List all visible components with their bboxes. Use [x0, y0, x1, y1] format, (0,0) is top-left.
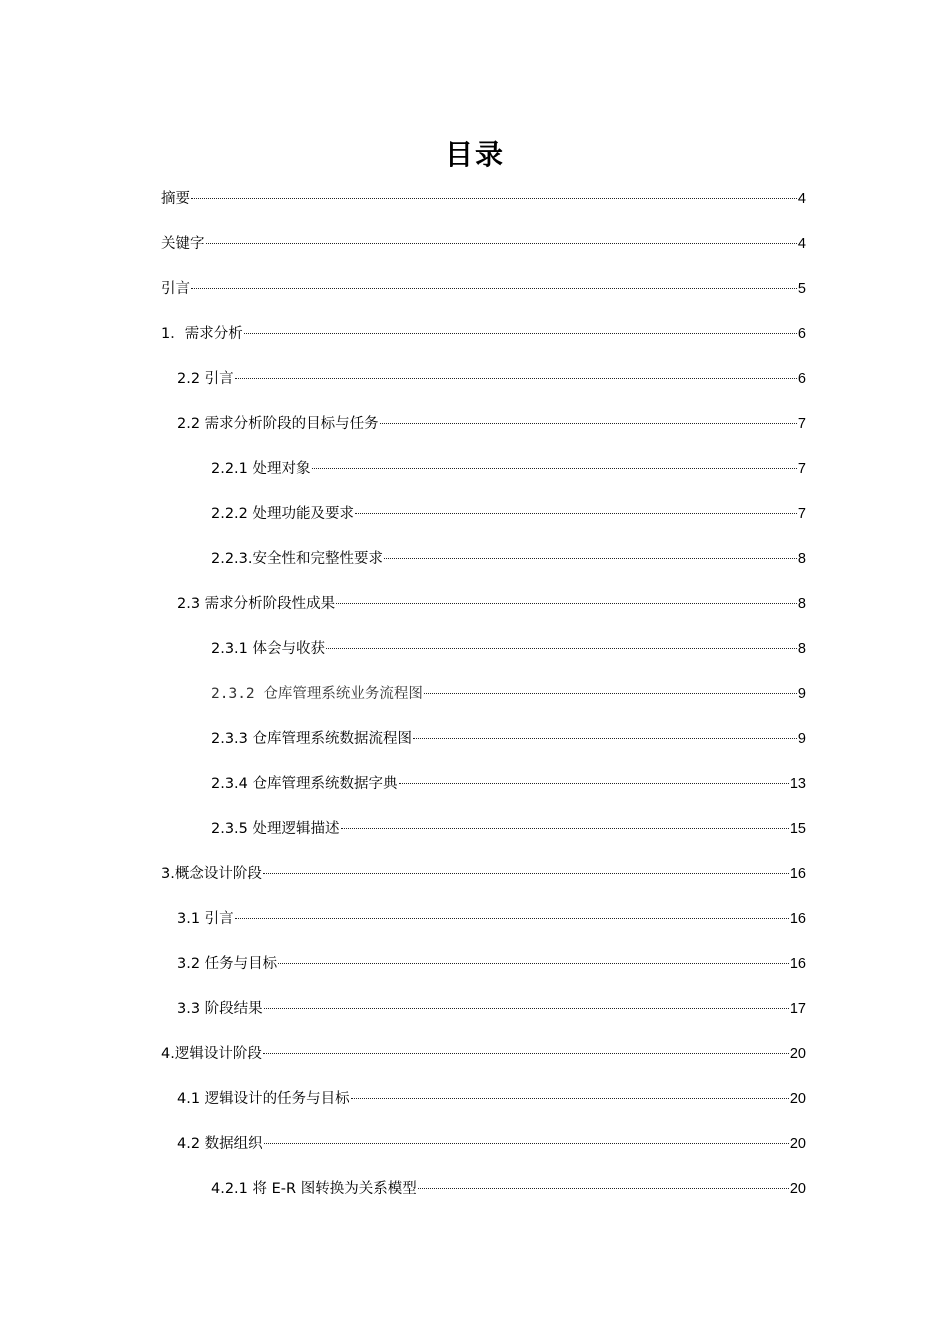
toc-page-number: 5	[797, 281, 806, 297]
toc-entry-text: 2.2.1 处理对象	[211, 461, 311, 477]
toc-entry-text: 1．需求分析	[161, 326, 243, 342]
toc-leader	[278, 951, 789, 964]
toc-entry-text: 2.2.3.安全性和完整性要求	[211, 551, 384, 567]
toc-entry[interactable]	[161, 591, 806, 636]
toc-page-number: 20	[789, 1046, 806, 1062]
toc-entry[interactable]	[161, 231, 806, 276]
toc-page-number: 16	[789, 866, 806, 882]
toc-leader	[336, 591, 797, 604]
toc-leader	[235, 366, 797, 379]
toc-leader	[312, 456, 797, 469]
toc-page-number: 15	[789, 821, 806, 837]
toc-entry[interactable]	[161, 681, 806, 726]
toc-entry[interactable]	[161, 951, 806, 996]
toc-entry[interactable]	[161, 906, 806, 951]
toc-entry-text: 2.3.3 仓库管理系统数据流程图	[211, 731, 413, 747]
toc-entry-text: 2.2 需求分析阶段的目标与任务	[177, 416, 379, 432]
toc-entry-text: 关键字	[161, 236, 205, 252]
toc-entry-text: 2.3.4 仓库管理系统数据字典	[211, 776, 398, 792]
toc-page-number: 7	[797, 416, 806, 432]
toc-page-number: 6	[797, 326, 806, 342]
toc-page-number: 16	[789, 956, 806, 972]
toc-entry[interactable]	[161, 1086, 806, 1131]
toc-entry[interactable]	[161, 411, 806, 456]
toc-page-number: 8	[797, 551, 806, 567]
toc-entry-text: 4.逻辑设计阶段	[161, 1046, 262, 1062]
toc-leader	[263, 861, 789, 874]
toc-entry-text: 2.3.5 处理逻辑描述	[211, 821, 340, 837]
toc-entry-text: 2.3 需求分析阶段性成果	[177, 596, 336, 612]
toc-page-number: 16	[789, 911, 806, 927]
toc-entry[interactable]	[161, 501, 806, 546]
toc-page-number: 4	[797, 236, 806, 252]
toc-entry[interactable]	[161, 366, 806, 411]
toc-leader	[326, 636, 797, 649]
toc-leader	[191, 276, 797, 289]
toc-entry[interactable]	[161, 861, 806, 906]
toc-page-number: 9	[797, 731, 806, 747]
toc-page-number: 9	[797, 686, 806, 702]
toc-leader	[206, 231, 797, 244]
toc-entry[interactable]	[161, 771, 806, 816]
toc-entry[interactable]	[161, 1131, 806, 1176]
toc-entry-text: 引言	[161, 281, 190, 297]
toc-title: 目录	[444, 138, 505, 171]
toc-entry-text: 摘要	[161, 191, 190, 207]
toc-entry-text: 3.概念设计阶段	[161, 866, 262, 882]
toc-entry-text: 3.2 任务与目标	[177, 956, 278, 972]
toc-entry-text: 3.1 引言	[177, 911, 234, 927]
toc-leader	[235, 906, 789, 919]
toc-leader	[244, 321, 797, 334]
toc-entry-text: 4.2.1 将 E-R 图转换为关系模型	[211, 1181, 417, 1197]
toc-entry-text: 2.2 引言	[177, 371, 234, 387]
toc-entry[interactable]	[161, 996, 806, 1041]
toc-entry[interactable]	[161, 636, 806, 681]
toc-leader	[355, 501, 797, 514]
toc-leader	[424, 681, 797, 694]
toc-entry[interactable]	[161, 726, 806, 771]
toc-page-number: 7	[797, 461, 806, 477]
toc-page-number: 7	[797, 506, 806, 522]
toc-leader	[341, 816, 789, 829]
toc-page-number: 20	[789, 1136, 806, 1152]
toc-entry[interactable]	[161, 456, 806, 501]
toc-leader	[380, 411, 797, 424]
toc-page-number: 8	[797, 641, 806, 657]
toc-page-number: 20	[789, 1091, 806, 1107]
toc-page-number: 17	[789, 1001, 806, 1017]
toc-leader	[351, 1086, 789, 1099]
toc-entry[interactable]	[161, 321, 806, 366]
toc-page-number: 8	[797, 596, 806, 612]
toc-entry[interactable]	[161, 546, 806, 591]
toc-entry-text: 4.1 逻辑设计的任务与目标	[177, 1091, 350, 1107]
toc-page-number: 6	[797, 371, 806, 387]
toc-entry[interactable]	[161, 1176, 806, 1221]
toc-leader	[384, 546, 797, 559]
toc-entry[interactable]	[161, 816, 806, 861]
toc-page-number: 13	[789, 776, 806, 792]
toc-leader	[263, 1041, 789, 1054]
toc-leader	[418, 1176, 789, 1189]
toc-entry-text: 2.2.2 处理功能及要求	[211, 506, 355, 522]
toc-leader	[399, 771, 789, 784]
toc-list	[161, 186, 806, 1221]
toc-entry-text: 2.3.1 体会与收获	[211, 641, 326, 657]
toc-entry-text: 3.3 阶段结果	[177, 1001, 263, 1017]
toc-page-number: 4	[797, 191, 806, 207]
toc-leader	[191, 186, 797, 199]
toc-entry[interactable]	[161, 186, 806, 231]
toc-leader	[264, 1131, 789, 1144]
toc-entry-text: 2.3.2 仓库管理系统业务流程图	[211, 686, 423, 702]
toc-leader	[413, 726, 797, 739]
toc-page-number: 20	[789, 1181, 806, 1197]
toc-entry[interactable]	[161, 1041, 806, 1086]
toc-entry-text: 4.2 数据组织	[177, 1136, 263, 1152]
toc-entry[interactable]	[161, 276, 806, 321]
toc-leader	[264, 996, 789, 1009]
